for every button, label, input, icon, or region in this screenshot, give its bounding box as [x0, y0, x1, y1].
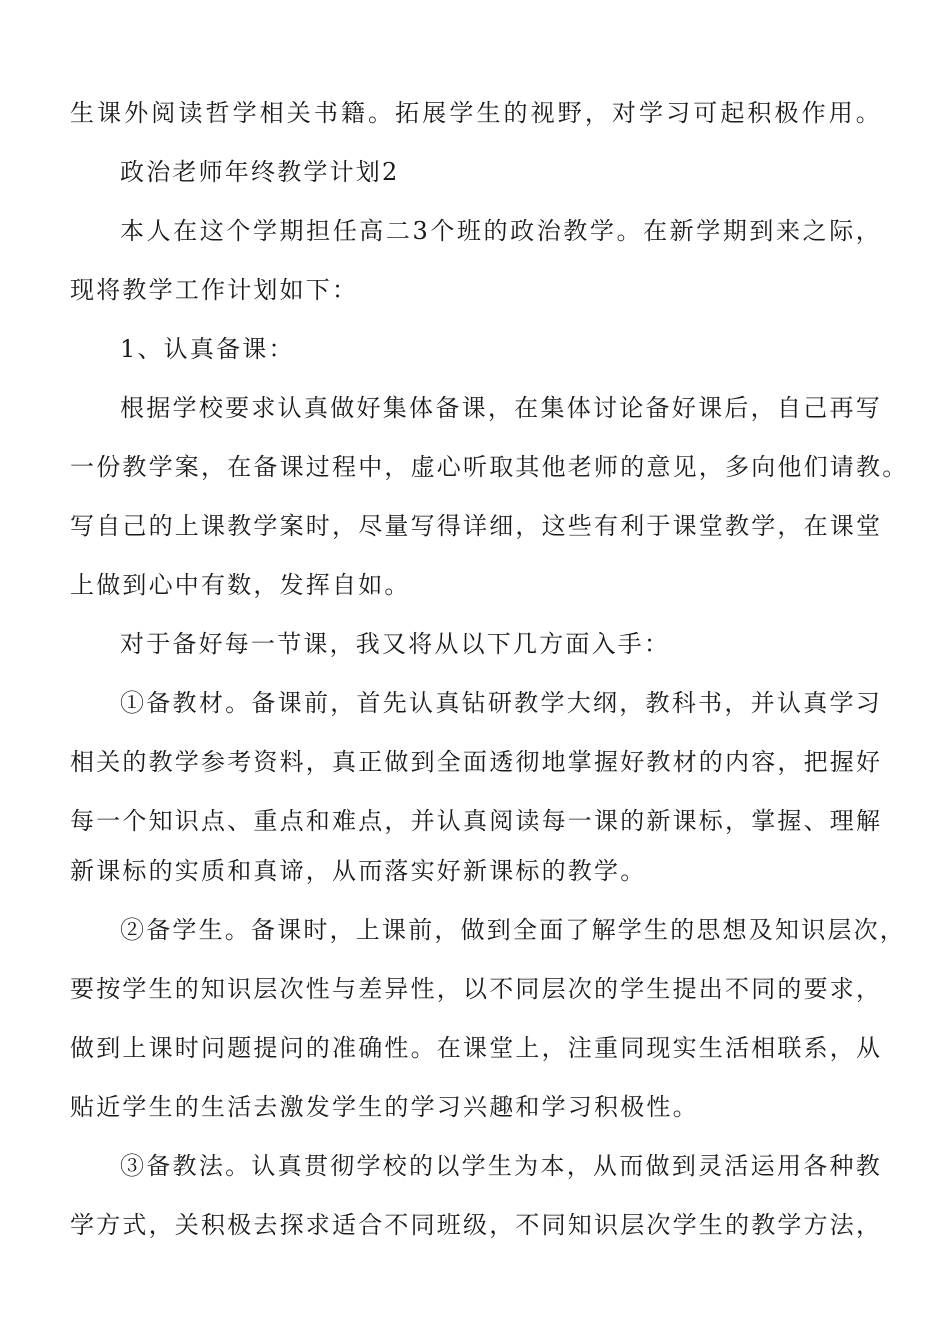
- text-line-8: 写自己的上课教学案时，尽量写得详细，这些有利于课堂教学，在课堂: [70, 512, 883, 540]
- text-line-19: ③备教法。认真贯彻学校的以学生为本，从而做到灵活运用各种教: [120, 1152, 882, 1180]
- text-line-7: 一份教学案，在备课过程中，虚心听取其他老师的意见，多向他们请教。: [70, 453, 909, 481]
- text-line-3: 本人在这个学期担任高二3个班的政治教学。在新学期到来之际，: [120, 217, 882, 245]
- text-line-15: ②备学生。备课时，上课前，做到全面了解学生的思想及知识层次，: [120, 916, 906, 944]
- text-line-12: 相关的教学参考资料，真正做到全面透彻地掌握好教材的内容，把握好: [70, 748, 883, 776]
- text-line-14: 新课标的实质和真谛，从而落实好新课标的教学。: [70, 857, 647, 885]
- text-line-20: 学方式，关积极去探求适合不同班级，不同知识层次学生的教学方法，: [70, 1211, 883, 1239]
- text-line-11: ①备教材。备课前，首先认真钻研教学大纲，教科书，并认真学习: [120, 689, 882, 717]
- subheading-1: 1、认真备课：: [120, 335, 295, 363]
- text-line-10: 对于备好每一节课，我又将从以下几方面入手：: [120, 630, 671, 658]
- text-line-17: 做到上课时问题提问的准确性。在课堂上，注重同现实生活相联系，从: [70, 1034, 883, 1062]
- text-line-16: 要按学生的知识层次性与差异性，以不同层次的学生提出不同的要求，: [70, 975, 883, 1003]
- text-line-18: 贴近学生的生活去激发学生的学习兴趣和学习积极性。: [70, 1093, 699, 1121]
- text-line-9: 上做到心中有数，发挥自如。: [70, 571, 411, 599]
- text-line-4: 现将教学工作计划如下：: [70, 276, 359, 304]
- text-line-6: 根据学校要求认真做好集体备课，在集体讨论备好课后，自己再写: [120, 394, 882, 422]
- text-line-1: 生课外阅读哲学相关书籍。拓展学生的视野，对学习可起积极作用。: [70, 99, 882, 127]
- section-title: 政治老师年终教学计划2: [120, 158, 400, 186]
- text-line-13: 每一个知识点、重点和难点，并认真阅读每一课的新课标，掌握、理解: [70, 807, 883, 835]
